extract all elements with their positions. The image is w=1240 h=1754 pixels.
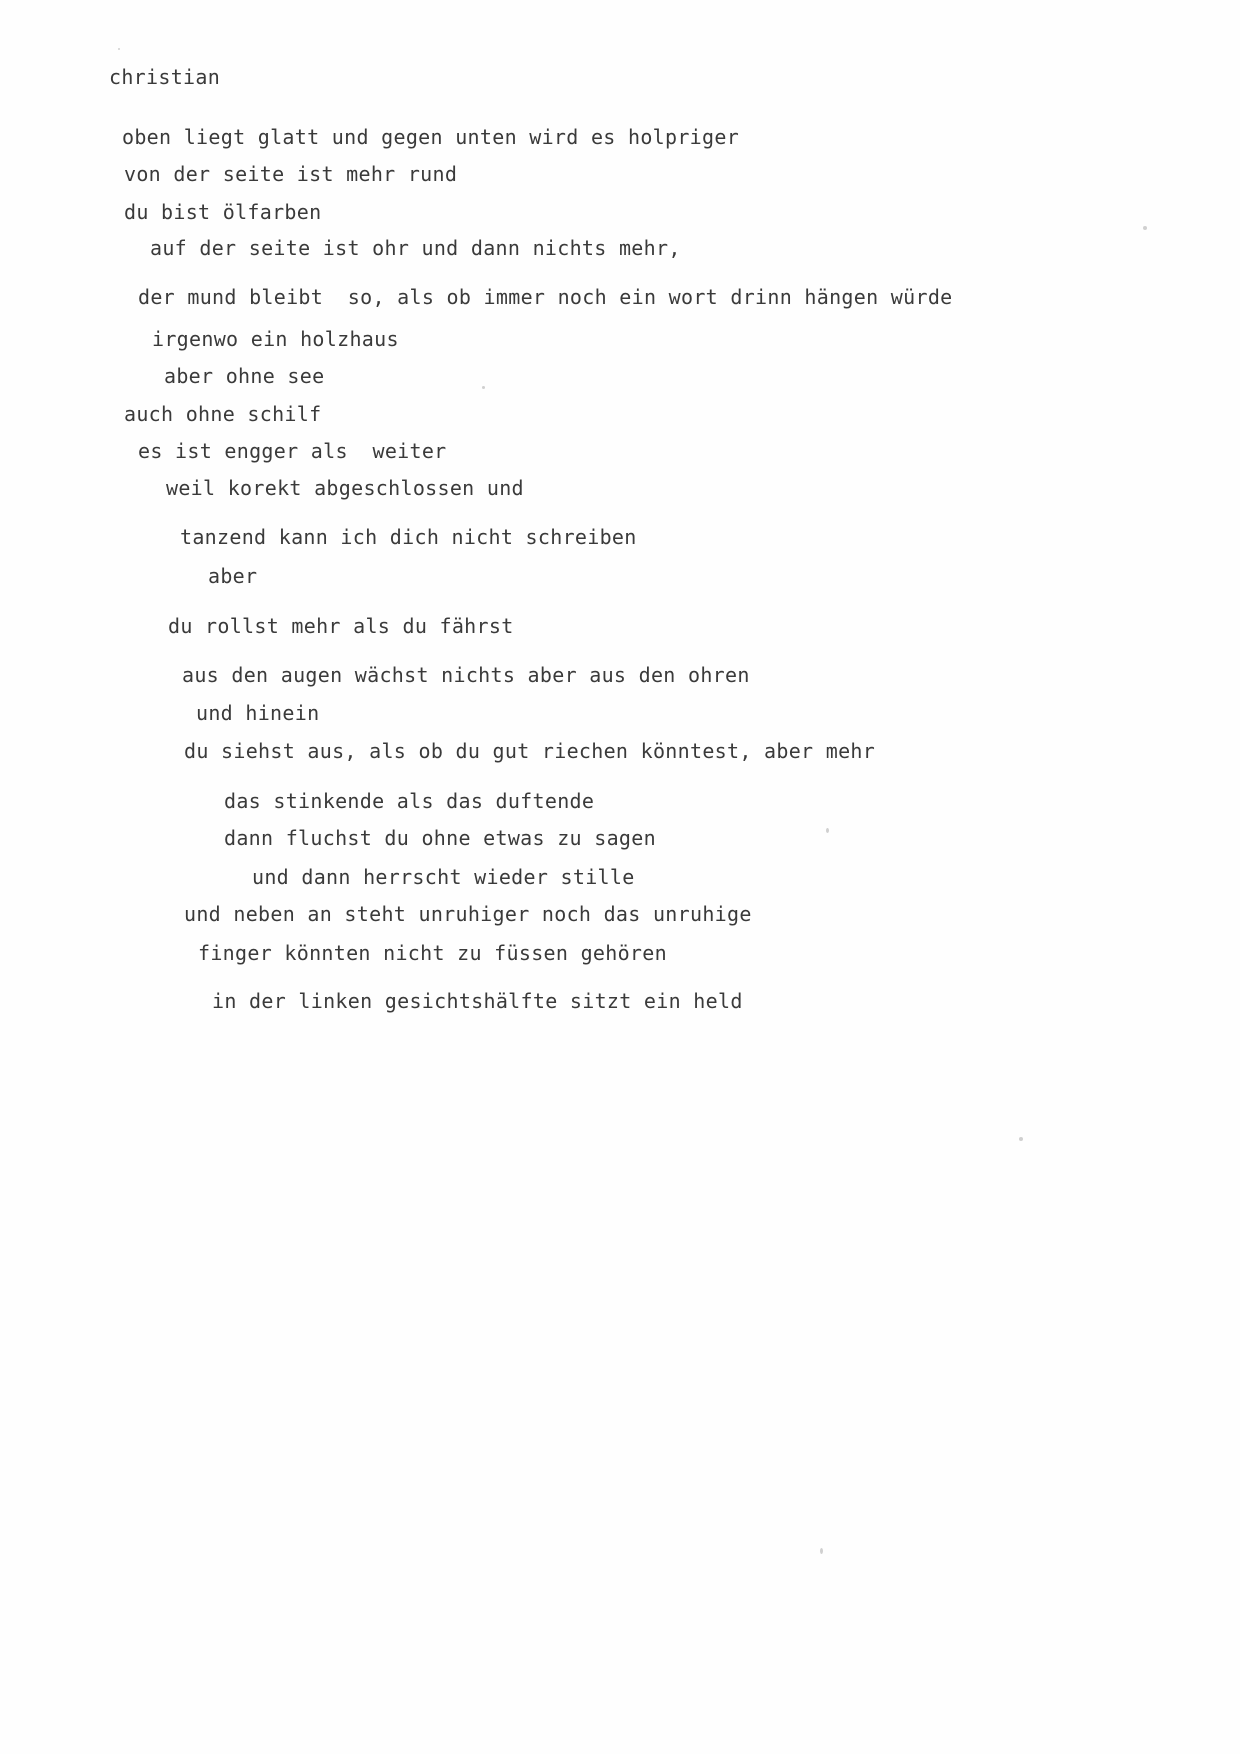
poem-line: irgenwo ein holzhaus xyxy=(152,327,399,351)
poem-line: auf der seite ist ohr und dann nichts mehr, xyxy=(150,236,681,260)
scan-speck xyxy=(826,828,829,833)
poem-line: und dann herrscht wieder stille xyxy=(252,865,635,889)
poem-line: auch ohne schilf xyxy=(124,402,322,426)
document-title: christian xyxy=(109,65,221,89)
poem-line: es ist engger als weiter xyxy=(138,439,447,463)
scan-speck xyxy=(118,48,120,50)
poem-line: von der seite ist mehr rund xyxy=(124,162,458,186)
scan-speck xyxy=(482,386,485,389)
poem-line: und hinein xyxy=(196,701,320,725)
poem-line: der mund bleibt so, als ob immer noch ein wort drinn hängen würde xyxy=(138,285,953,309)
poem-line: weil korekt abgeschlossen und xyxy=(166,476,524,500)
poem-line: aus den augen wächst nichts aber aus den ohren xyxy=(182,663,750,687)
scan-speck xyxy=(1143,226,1147,230)
poem-line: du rollst mehr als du fährst xyxy=(168,614,514,638)
poem-line: in der linken gesichtshälfte sitzt ein held xyxy=(212,989,743,1013)
poem-line: das stinkende als das duftende xyxy=(224,789,595,813)
poem-line: und neben an steht unruhiger noch das unruhige xyxy=(184,902,752,926)
poem-line: du bist ölfarben xyxy=(124,200,322,224)
poem-line: finger könnten nicht zu füssen gehören xyxy=(198,941,667,965)
poem-line: tanzend kann ich dich nicht schreiben xyxy=(180,525,637,549)
poem-line: aber xyxy=(208,564,258,588)
scan-speck xyxy=(820,1548,823,1554)
scan-speck xyxy=(1019,1137,1023,1141)
poem-line: dann fluchst du ohne etwas zu sagen xyxy=(224,826,656,850)
poem-line: du siehst aus, als ob du gut riechen könntest, aber mehr xyxy=(184,739,876,763)
poem-line: oben liegt glatt und gegen unten wird es holpriger xyxy=(122,125,740,149)
poem-line: aber ohne see xyxy=(164,364,325,388)
